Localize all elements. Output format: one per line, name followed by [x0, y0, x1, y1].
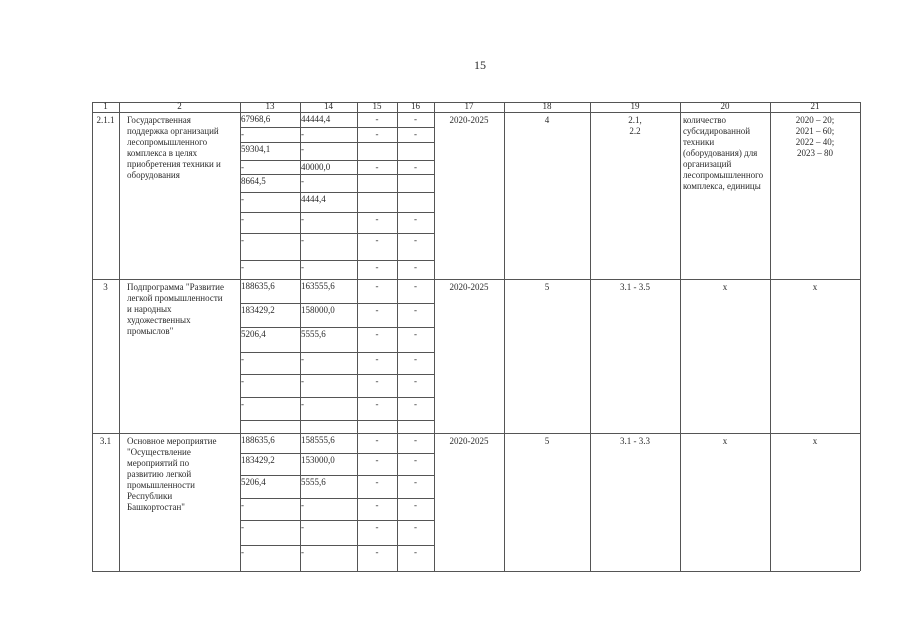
value-cell: -	[375, 262, 379, 272]
grid-line-v	[680, 102, 681, 571]
value-cell: 5555,6	[301, 329, 326, 339]
grid-line-h	[240, 397, 434, 398]
value-cell: -	[375, 500, 379, 510]
grid-line-h	[240, 327, 434, 328]
value-cell: -	[375, 376, 379, 386]
value-cell: -	[375, 114, 379, 124]
grid-line-h	[92, 433, 860, 434]
value-cell: -	[241, 129, 244, 139]
grid-line-h	[92, 112, 860, 113]
header-col-15: 15	[372, 101, 382, 111]
value-cell: 5206,4	[241, 329, 266, 339]
value-cell: 188635,6	[241, 281, 275, 291]
header-col-21: 21	[810, 101, 820, 111]
value-cell: -	[375, 455, 379, 465]
section-col-19: 3.1 - 3.3	[620, 436, 650, 446]
value-cell: -	[241, 547, 244, 557]
grid-line-h	[240, 352, 434, 353]
value-cell: -	[241, 399, 244, 409]
value-cell: -	[301, 500, 304, 510]
header-col-20: 20	[720, 101, 730, 111]
grid-line-h	[240, 453, 434, 454]
section-col-19: 2.1, 2.2	[628, 115, 642, 136]
page-number: 15	[474, 58, 486, 72]
value-cell: -	[414, 354, 417, 364]
value-cell: -	[241, 214, 244, 224]
value-cell: 4444,4	[301, 194, 326, 204]
value-cell: 5555,6	[301, 477, 326, 487]
value-cell: -	[414, 547, 417, 557]
section-col-19: 3.1 - 3.5	[620, 282, 650, 292]
section-col-21: х	[812, 436, 818, 446]
value-cell: -	[241, 235, 244, 245]
value-cell: -	[414, 162, 417, 172]
value-cell: -	[301, 376, 304, 386]
grid-line-h	[240, 233, 434, 234]
value-cell: -	[375, 399, 379, 409]
value-cell: -	[375, 354, 379, 364]
grid-line-v	[590, 102, 591, 571]
grid-line-h	[240, 192, 434, 193]
value-cell: 183429,2	[241, 305, 275, 315]
value-cell: 8664,5	[241, 176, 266, 186]
value-cell: -	[241, 376, 244, 386]
value-cell: -	[301, 176, 304, 186]
grid-line-h	[240, 520, 434, 521]
value-cell: -	[241, 194, 244, 204]
grid-line-h	[240, 174, 434, 175]
section-id: 3	[103, 282, 108, 292]
section-id: 3.1	[99, 436, 112, 446]
header-col-16: 16	[411, 101, 420, 111]
section-col-20: количество субсидированной техники (оборудования) для организаций лесопромышленного комплекса, единицы	[683, 115, 764, 191]
section-period: 2020-2025	[449, 282, 489, 292]
grid-line-h	[240, 212, 434, 213]
header-col-14: 14	[324, 101, 333, 111]
section-name: Основное мероприятие "Осуществление мероприятий по развитию легкой промышленности Республики Башкортостан"	[127, 436, 217, 512]
value-cell: -	[414, 281, 417, 291]
value-cell: -	[375, 477, 379, 487]
value-cell: -	[375, 305, 379, 315]
grid-line-h	[240, 498, 434, 499]
value-cell: -	[375, 547, 379, 557]
section-col-20: х	[722, 436, 728, 446]
value-cell: -	[241, 522, 244, 532]
grid-line-v	[434, 102, 435, 571]
value-cell: 158555,6	[301, 435, 335, 445]
value-cell: -	[375, 214, 379, 224]
value-cell: -	[301, 214, 304, 224]
value-cell: -	[241, 262, 244, 272]
grid-line-h	[92, 571, 860, 572]
value-cell: -	[301, 399, 304, 409]
grid-line-h	[240, 545, 434, 546]
grid-line-h	[240, 374, 434, 375]
section-col-18: 5	[544, 282, 550, 292]
grid-line-h	[240, 475, 434, 476]
header-col-1: 1	[103, 101, 108, 111]
value-cell: -	[241, 500, 244, 510]
value-cell: -	[414, 500, 417, 510]
value-cell: -	[414, 129, 417, 139]
budget-table	[92, 102, 860, 571]
value-cell: -	[301, 354, 304, 364]
grid-line-h	[240, 303, 434, 304]
section-col-18: 5	[544, 436, 550, 446]
value-cell: -	[375, 162, 379, 172]
value-cell: 5206,4	[241, 477, 266, 487]
value-cell: 40000,0	[301, 162, 331, 172]
value-cell: -	[375, 281, 379, 291]
value-cell: -	[414, 435, 417, 445]
value-cell: -	[241, 162, 244, 172]
value-cell: 188635,6	[241, 435, 275, 445]
value-cell: -	[414, 522, 417, 532]
section-col-18: 4	[544, 115, 550, 125]
value-cell: 163555,6	[301, 281, 335, 291]
value-cell: -	[414, 235, 417, 245]
grid-line-v	[770, 102, 771, 571]
value-cell: -	[301, 262, 304, 272]
grid-line-v	[860, 102, 861, 571]
grid-line-h	[240, 260, 434, 261]
value-cell: 67968,6	[241, 114, 271, 124]
header-col-13: 13	[265, 101, 275, 111]
grid-line-h	[240, 127, 434, 128]
section-col-21: 2020 – 20; 2021 – 60; 2022 – 40; 2023 – 80	[795, 115, 835, 158]
value-cell: -	[414, 305, 417, 315]
value-cell: -	[301, 522, 304, 532]
value-cell: -	[375, 129, 379, 139]
value-cell: -	[414, 399, 417, 409]
value-cell: -	[301, 547, 304, 557]
value-cell: -	[241, 354, 244, 364]
header-col-2: 2	[177, 101, 182, 111]
value-cell: -	[414, 477, 417, 487]
section-id: 2.1.1	[96, 115, 115, 125]
grid-line-v	[92, 102, 93, 571]
section-col-20: х	[722, 282, 728, 292]
value-cell: -	[414, 214, 417, 224]
section-period: 2020-2025	[449, 115, 489, 125]
value-cell: -	[375, 435, 379, 445]
value-cell: -	[375, 329, 379, 339]
section-name: Государственная поддержка организаций лесопромышленного комплекса в целях приобретения техники и оборудования	[127, 115, 221, 180]
value-cell: -	[414, 262, 417, 272]
grid-line-v	[119, 102, 120, 571]
value-cell: -	[375, 235, 379, 245]
value-cell: -	[414, 329, 417, 339]
value-cell: 59304,1	[241, 144, 271, 154]
value-cell: 44444,4	[301, 114, 331, 124]
value-cell: -	[301, 129, 304, 139]
value-cell: -	[301, 144, 304, 154]
grid-line-h	[92, 279, 860, 280]
value-cell: -	[375, 522, 379, 532]
value-cell: -	[414, 114, 417, 124]
section-col-21: х	[812, 282, 818, 292]
header-col-17: 17	[464, 101, 474, 111]
section-period: 2020-2025	[449, 436, 489, 446]
value-cell: -	[301, 235, 304, 245]
grid-line-h	[240, 420, 434, 421]
section-name: Подпрограмма "Развитие легкой промышленности и народных художественных промыслов"	[127, 282, 224, 336]
grid-line-v	[504, 102, 505, 571]
value-cell: 183429,2	[241, 455, 275, 465]
header-col-19: 19	[630, 101, 640, 111]
value-cell: 158000,0	[301, 305, 335, 315]
value-cell: -	[414, 455, 417, 465]
grid-line-h	[240, 160, 434, 161]
header-col-18: 18	[542, 101, 552, 111]
value-cell: -	[414, 376, 417, 386]
value-cell: 153000,0	[301, 455, 335, 465]
grid-line-h	[240, 142, 434, 143]
